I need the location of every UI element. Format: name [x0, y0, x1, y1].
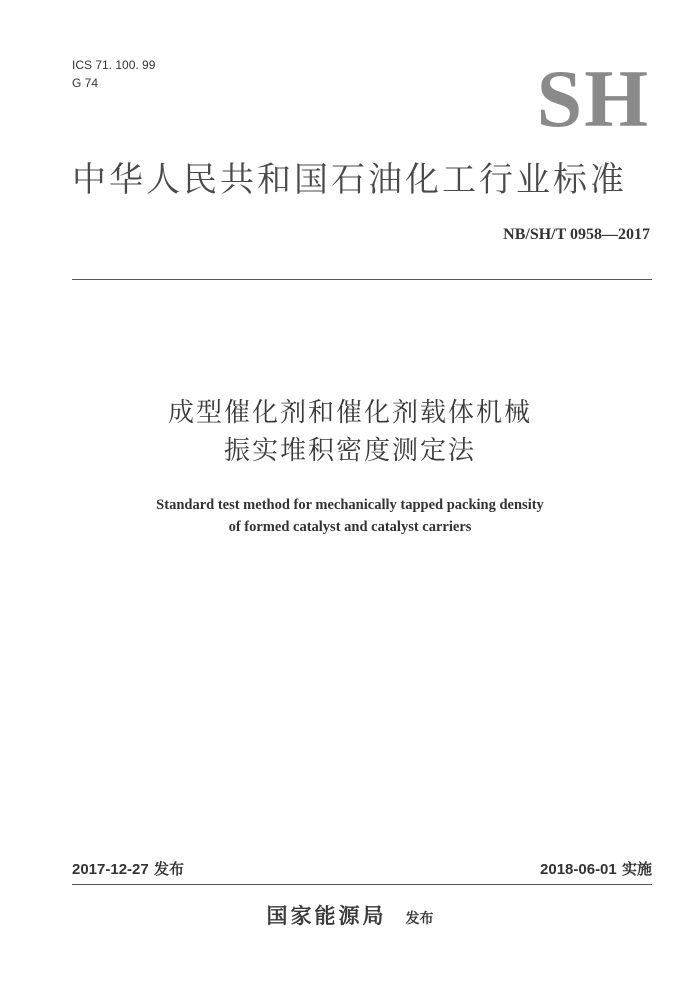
issuer-action: 发布 [405, 911, 434, 927]
chinese-title [0, 394, 700, 470]
effective-label: 实施 [621, 860, 652, 878]
english-title-line-2: of formed catalyst and catalyst carriers [228, 519, 472, 535]
effective-date-block [540, 858, 652, 879]
classification-codes [72, 56, 155, 92]
ics-code: ICS 71. 100. 99 [72, 58, 156, 72]
issue-date-block [72, 858, 184, 879]
date-row [72, 858, 652, 882]
english-title [0, 494, 700, 538]
issue-date: 2017-12-27 [72, 861, 149, 878]
sh-logo: SH [536, 53, 650, 144]
chinese-title-line-2: 振实堆积密度测定法 [223, 436, 476, 466]
standard-number: NB/SH/T 0958—2017 [503, 226, 650, 243]
english-title-line-1: Standard test method for mechanically tapped packing density [156, 497, 544, 513]
issuer-block [0, 900, 700, 930]
footer-divider [72, 884, 652, 885]
effective-date: 2018-06-01 [540, 861, 617, 878]
header-divider [72, 279, 652, 280]
organization-title: 中华人民共和国石油化工行业标准 [72, 160, 627, 200]
chinese-title-line-1: 成型催化剂和催化剂载体机械 [167, 398, 532, 428]
issuer-name: 国家能源局 [266, 904, 387, 928]
ccs-code: G 74 [72, 76, 99, 90]
issue-label: 发布 [153, 860, 184, 878]
